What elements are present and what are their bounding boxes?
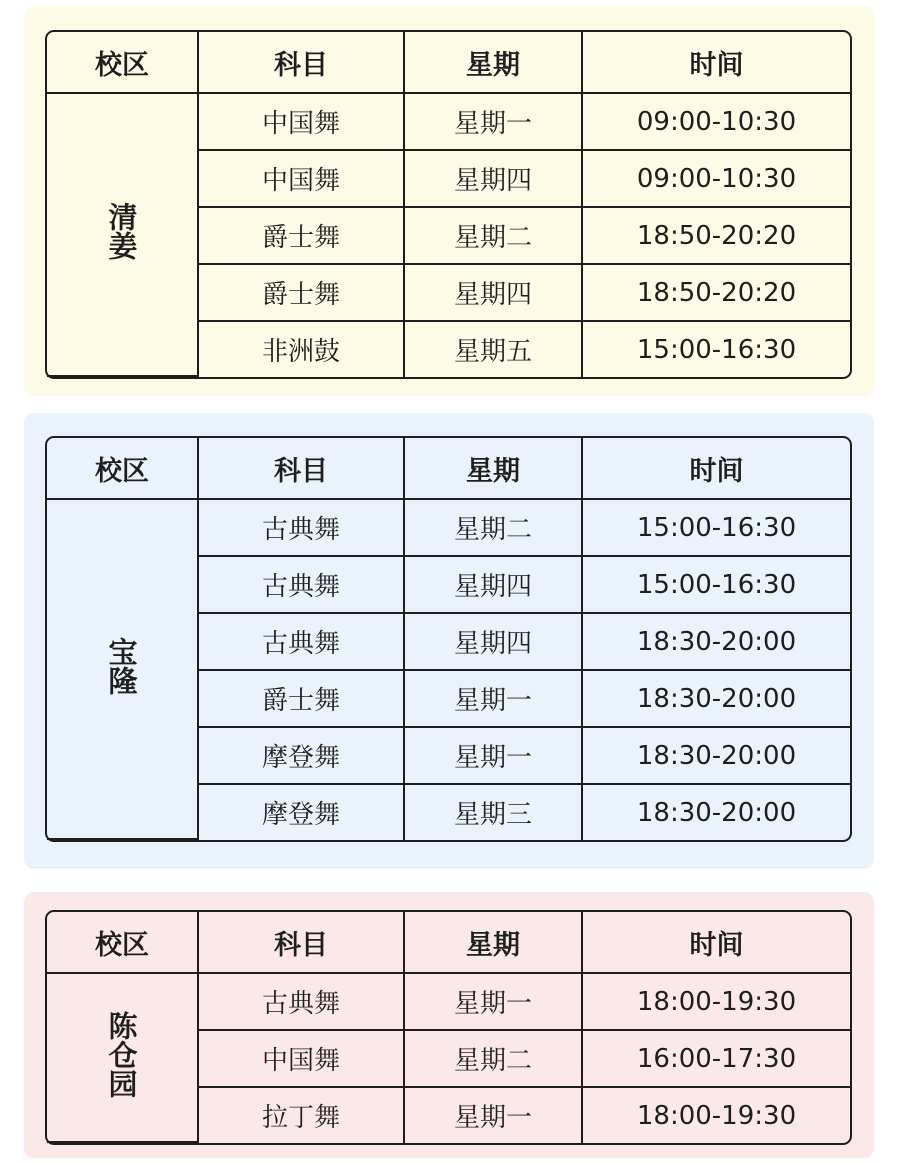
subject-cell: 爵士舞 [199,265,405,322]
weekday-cell: 星期一 [405,94,583,151]
time-cell: 18:30-20:00 [583,614,850,671]
subject-cell: 摩登舞 [199,728,405,785]
weekday-cell: 星期一 [405,671,583,728]
campus-header: 校区 [47,438,199,500]
subject-cell: 非洲鼓 [199,322,405,377]
time-cell: 09:00-10:30 [583,94,850,151]
time-cell: 15:00-16:30 [583,500,850,557]
weekday-cell: 星期三 [405,785,583,840]
weekday-header: 星期 [405,912,583,974]
table-header-row [47,32,850,94]
weekday-cell: 星期一 [405,974,583,1031]
time-cell: 18:00-19:30 [583,974,850,1031]
weekday-header: 星期 [405,32,583,94]
time-cell: 18:50-20:20 [583,208,850,265]
campus-name: 宝隆 [104,636,139,695]
weekday-header: 星期 [405,438,583,500]
subject-header: 科目 [199,32,405,94]
weekday-cell: 星期一 [405,728,583,785]
campus-cell [47,94,199,377]
subject-cell: 拉丁舞 [199,1088,405,1143]
campus-name: 清姜 [104,202,139,260]
subject-cell: 中国舞 [199,1031,405,1088]
subject-cell: 中国舞 [199,151,405,208]
subject-cell: 古典舞 [199,557,405,614]
time-cell: 18:30-20:00 [583,671,850,728]
time-cell: 15:00-16:30 [636,334,797,365]
campus-name: 陈仓园 [104,1010,139,1098]
time-cell: 18:30-20:00 [583,728,850,785]
subject-header: 科目 [199,912,405,974]
table-row [47,974,850,1031]
chencangyuan-schedule-table [45,910,852,1145]
weekday-cell: 星期二 [405,500,583,557]
subject-cell: 爵士舞 [199,208,405,265]
campus-cell [47,500,199,840]
subject-cell: 摩登舞 [199,785,405,840]
campus-cell [47,974,199,1143]
weekday-cell: 星期二 [405,208,583,265]
time-cell: 16:00-17:30 [583,1031,850,1088]
weekday-cell: 星期四 [405,614,583,671]
table-header-row [47,438,850,500]
baolong-schedule-table [45,436,852,842]
time-header: 时间 [583,438,850,500]
time-cell: 18:30-20:00 [636,797,797,828]
subject-header: 科目 [199,438,405,500]
weekday-cell: 星期二 [405,1031,583,1088]
qingjiang-schedule-table [45,30,852,379]
weekday-cell: 星期四 [405,265,583,322]
time-header: 时间 [583,912,850,974]
subject-cell: 中国舞 [199,94,405,151]
time-header: 时间 [583,32,850,94]
campus-header: 校区 [47,912,199,974]
time-cell: 09:00-10:30 [583,151,850,208]
time-cell: 18:50-20:20 [583,265,850,322]
weekday-cell: 星期一 [405,1088,583,1143]
subject-cell: 古典舞 [199,500,405,557]
table-row [47,500,850,557]
weekday-cell: 星期四 [405,557,583,614]
subject-cell: 爵士舞 [199,671,405,728]
campus-header: 校区 [47,32,199,94]
weekday-cell: 星期四 [405,151,583,208]
subject-cell: 古典舞 [199,614,405,671]
weekday-cell: 星期五 [405,322,583,377]
table-header-row [47,912,850,974]
time-cell: 15:00-16:30 [583,557,850,614]
table-row [47,94,850,151]
subject-cell: 古典舞 [199,974,405,1031]
time-cell: 18:00-19:30 [636,1100,797,1131]
